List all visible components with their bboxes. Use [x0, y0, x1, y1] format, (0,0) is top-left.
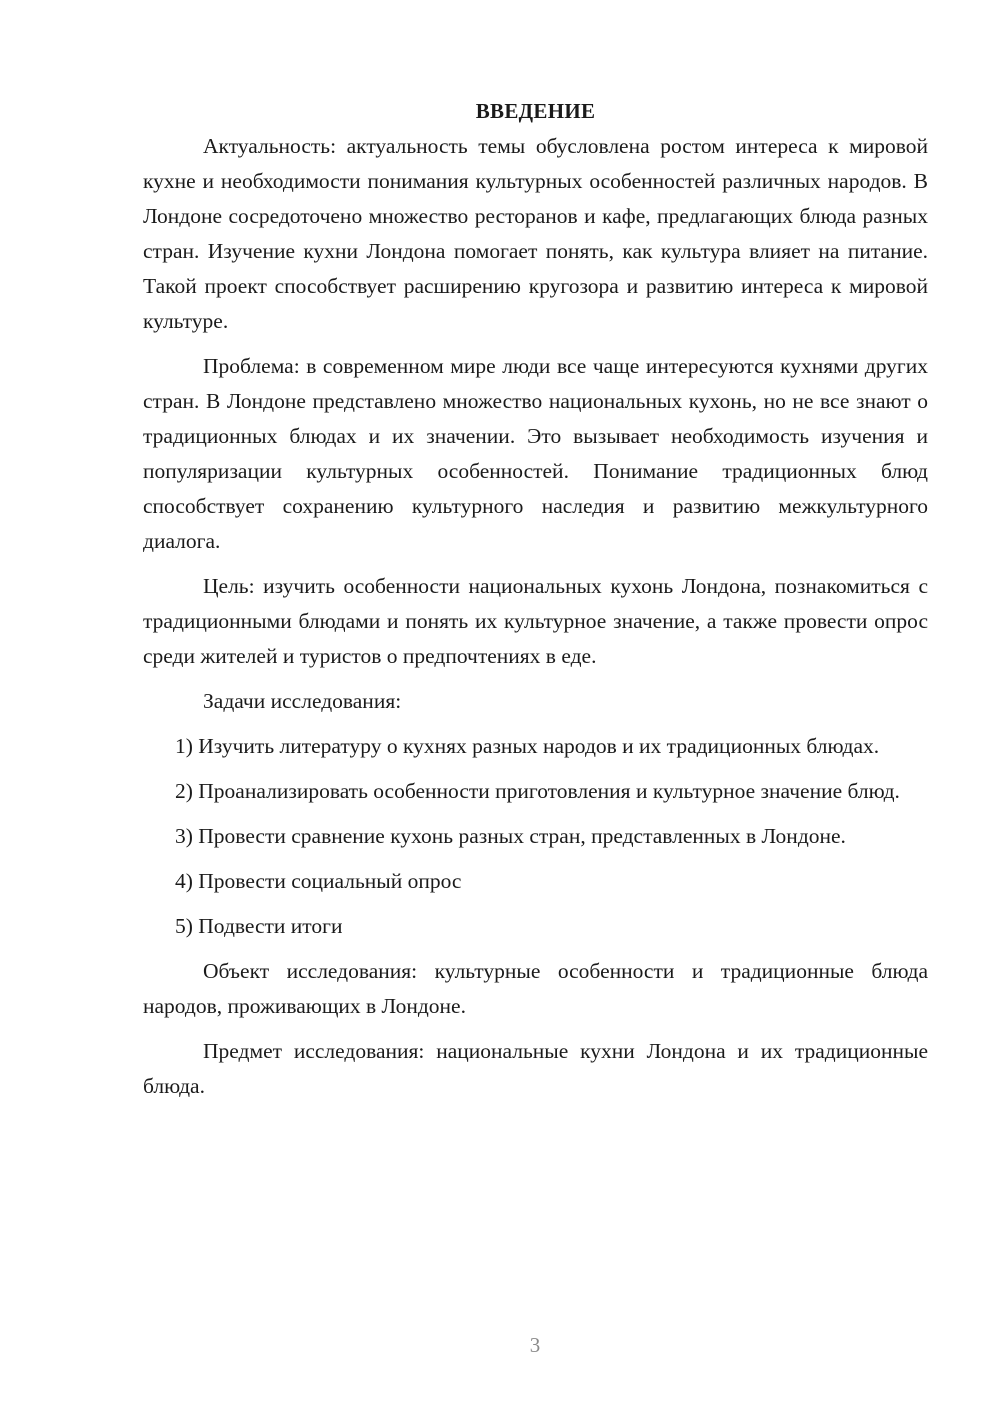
- document-page: [143, 94, 928, 1114]
- task-item-2: 2) Проанализировать особенности приготовления и культурное значение блюд.: [175, 779, 900, 803]
- tasks-heading: Задачи исследования:: [203, 689, 402, 713]
- object-paragraph: Объект исследования: культурные особенности и традиционные блюда народов, проживающих в Лондоне.: [143, 959, 928, 1018]
- section-title: ВВЕДЕНИЕ: [475, 99, 596, 123]
- task-item-4: 4) Провести социальный опрос: [175, 869, 462, 893]
- subject-paragraph: Предмет исследования: национальные кухни Лондона и их традиционные блюда.: [143, 1039, 928, 1098]
- problem-paragraph: Проблема: в современном мире люди все чаще интересуются кухнями других стран. В Лондоне представлено множество национальных кухонь, но не все знают о традиционных блюдах и их значении. Это вызывает необходимость изучения и популяризации культурных особенностей. Понимание традиционных блюд способствует сохранению культурного наследия и развитию межкультурного диалога.: [143, 354, 928, 553]
- task-item-3: 3) Провести сравнение кухонь разных стран, представленных в Лондоне.: [175, 824, 846, 848]
- task-item-5: 5) Подвести итоги: [175, 914, 343, 938]
- page-number: 3: [529, 1333, 541, 1357]
- relevance-paragraph: Актуальность: актуальность темы обусловлена ростом интереса к мировой кухне и необходимости понимания культурных особенностей различных народов. В Лондоне сосредоточено множество ресторанов и кафе, предлагающих блюда разных стран. Изучение кухни Лондона помогает понять, как культура влияет на питание. Такой проект способствует расширению кругозора и развитию интереса к мировой культуре.: [143, 134, 928, 333]
- task-item-1: 1) Изучить литературу о кухнях разных народов и их традиционных блюдах.: [175, 734, 880, 758]
- goal-paragraph: Цель: изучить особенности национальных кухонь Лондона, познакомиться с традиционными блюдами и понять их культурное значение, а также провести опрос среди жителей и туристов о предпочтениях в еде.: [143, 574, 928, 668]
